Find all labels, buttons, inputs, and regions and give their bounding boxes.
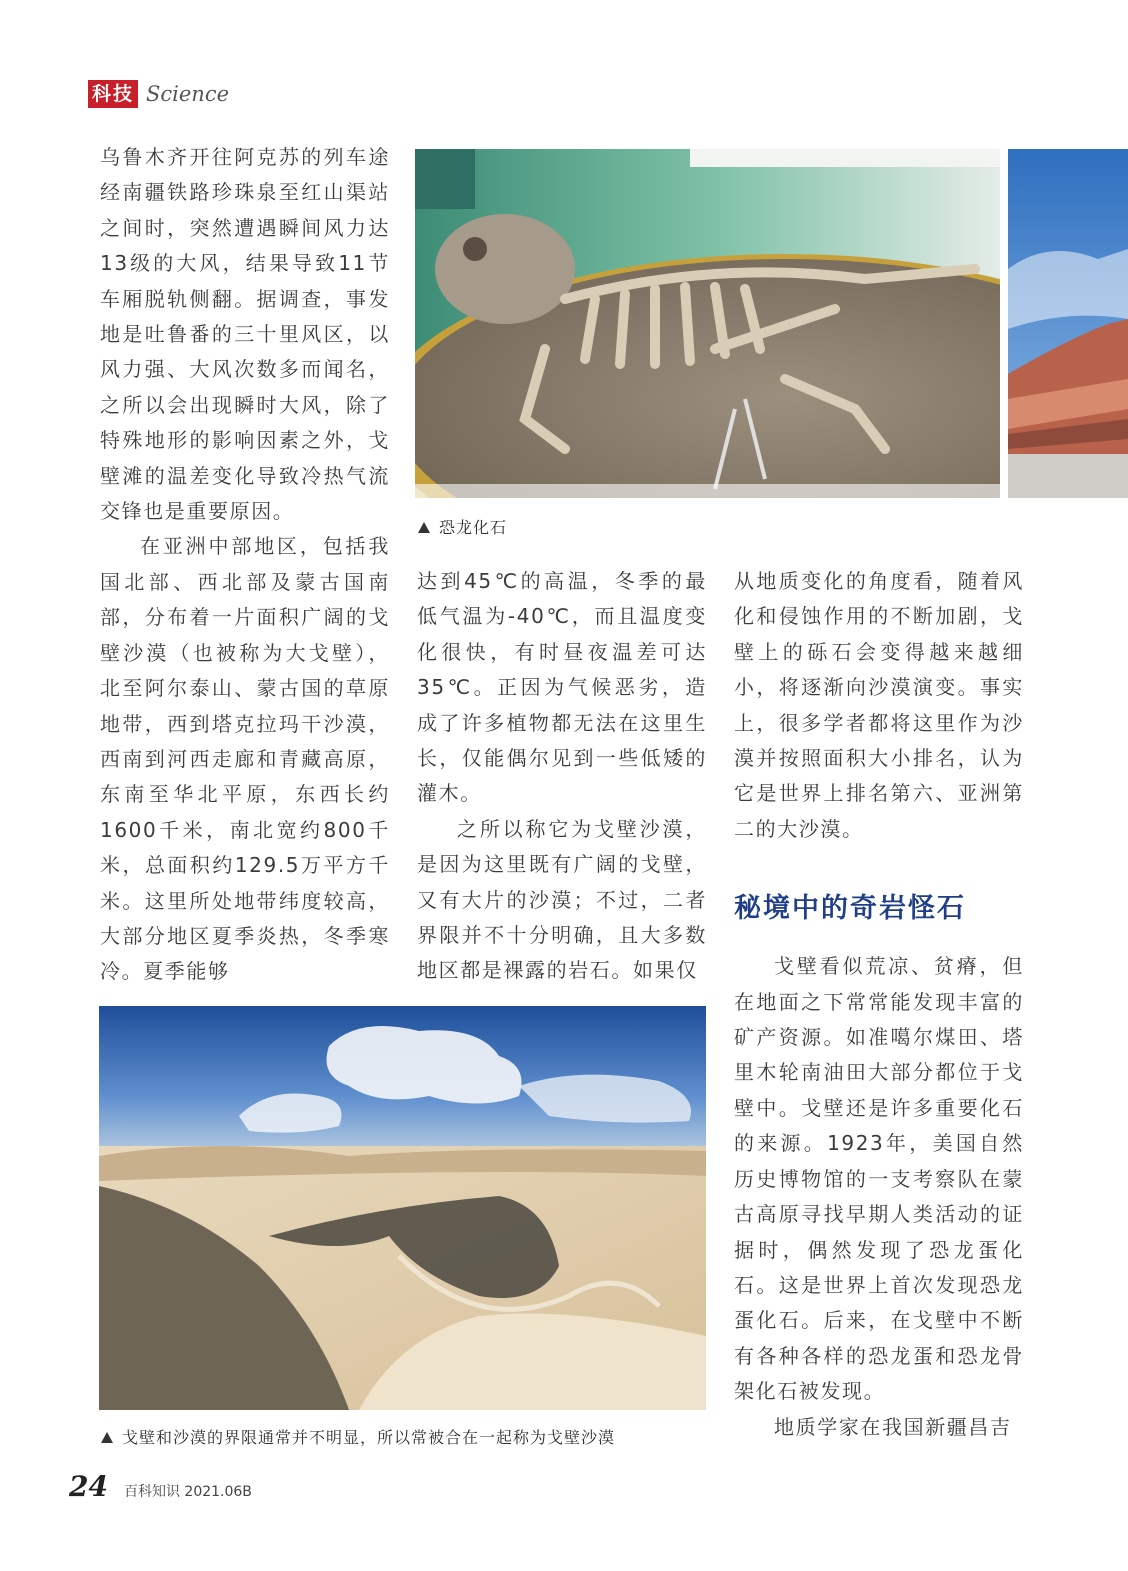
column-1 [100, 140, 390, 990]
gobi-desert-photo [99, 1006, 706, 1410]
paragraph: 在亚洲中部地区，包括我国北部、西北部及蒙古国南部，分布着一片面积广阔的戈壁沙漠（也被称为大戈壁），北至阿尔泰山、蒙古国的草原地带，西到塔克拉玛干沙漠，西南到河西走廊和青藏高原，东南至华北平原，东西长约1600千米，南北宽约800千米，总面积约129.5万平方千米。这里所处地带纬度较高，大部分地区夏季炎热，冬季寒冷。夏季能够 [100, 534, 390, 984]
magazine-issue: 百科知识 2021.06B [123, 1484, 252, 1500]
fossil-caption: 恐龙化石 [418, 515, 507, 538]
column-3 [734, 564, 1024, 1445]
paragraph: 达到45℃的高温，冬季的最低气温为-40℃，而且温度变化很快，有时昼夜温差可达35℃。正因为气候恶劣，造成了许多植物都无法在这里生长，仅能偶尔见到一些低矮的灌木。 [417, 569, 707, 806]
red-rock-photo [1008, 149, 1128, 498]
triangle-icon [418, 522, 430, 533]
dinosaur-fossil-photo [415, 149, 1000, 498]
column-2 [417, 564, 707, 989]
paragraph: 之所以称它为戈壁沙漠，是因为这里既有广阔的戈壁，又有大片的沙漠；不过，二者界限并不十分明确，且大多数地区都是裸露的岩石。如果仅 [417, 816, 707, 983]
paragraph: 戈壁看似荒凉、贫瘠，但在地面之下常常能发现丰富的矿产资源。如准噶尔煤田、塔里木轮南油田大部分都位于戈壁中。戈壁还是许多重要化石的来源。1923年，美国自然历史博物馆的一支考察队在蒙古高原寻找早期人类活动的证据时，偶然发现了恐龙蛋化石。这是世界上首次发现恐龙蛋化石。后来，在戈壁中不断有各种各样的恐龙蛋和恐龙骨架化石被发现。 [734, 954, 1024, 1404]
section-tag [88, 80, 229, 108]
section-heading: 秘境中的奇岩怪石 [734, 893, 966, 925]
desert-caption: 戈壁和沙漠的界限通常并不明显，所以常被合在一起称为戈壁沙漠 [101, 1425, 615, 1448]
section-label-en: Science [146, 82, 230, 106]
paragraph: 乌鲁木齐开往阿克苏的列车途经南疆铁路珍珠泉至红山渠站之间时，突然遭遇瞬间风力达13级的大风，结果导致11节车厢脱轨侧翻。据调查，事发地是吐鲁番的三十里风区，以风力强、大风次数多而闻名，之所以会出现瞬时大风，除了特殊地形的影响因素之外，戈壁滩的温差变化导致冷热气流交锋也是重要原因。 [100, 145, 390, 524]
paragraph: 地质学家在我国新疆昌吉 [774, 1414, 1012, 1439]
paragraph: 从地质变化的角度看，随着风化和侵蚀作用的不断加剧，戈壁上的砾石会变得越来越细小，将逐渐向沙漠演变。事实上，很多学者都将这里作为沙漠并按照面积大小排名，认为它是世界上排名第六、亚洲第二的大沙漠。 [734, 569, 1024, 841]
page-number: 24 [69, 1470, 108, 1503]
section-label-cn: 科技 [88, 80, 138, 108]
triangle-icon [101, 1432, 113, 1443]
footer [69, 1470, 252, 1503]
